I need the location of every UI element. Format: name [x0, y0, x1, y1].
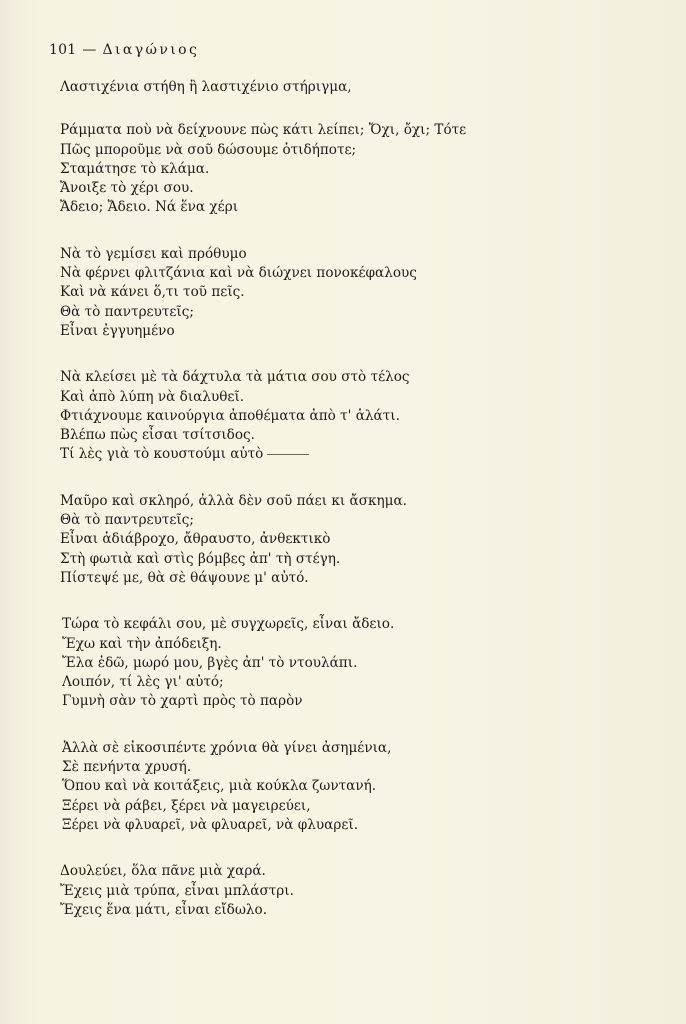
- page-header: [49, 42, 199, 58]
- poem-line: Εἶναι ἀδιάβροχο, ἄθραυστο, ἀνθεκτικὸ: [60, 531, 331, 548]
- poem-line: Καὶ ἀπὸ λύπη νὰ διαλυθεῖ.: [60, 388, 245, 405]
- em-dash-rule: [267, 454, 309, 455]
- poem-line: Πῶς μποροῦμε νὰ σοῦ δώσουμε ὁτιδήποτε;: [60, 141, 357, 158]
- poem-line: Ράμματα ποὺ νὰ δείχνουνε πὼς κάτι λείπει; Ὄχι, ὄχι; Τότε: [60, 122, 467, 139]
- poem-line: Στὴ φωτιὰ καὶ στὶς βόμβες ἀπ' τὴ στέγη.: [60, 550, 341, 567]
- poem-line: Φτιάχνουμε καινούργια ἀποθέματα ἀπὸ τ' ἁλάτι.: [60, 407, 400, 424]
- stanza: [60, 368, 660, 464]
- stanza: [60, 121, 660, 217]
- poem-line: Θὰ τὸ παντρευτεῖς;: [60, 512, 194, 529]
- poem-line: Ἔχεις ἕνα μάτι, εἶναι εἴδωλο.: [60, 901, 268, 918]
- running-title: Διαγώνιος: [102, 42, 200, 58]
- poem-line: Εἶναι ἐγγυημένο: [60, 322, 175, 339]
- poem-line: Ἔχεις μιὰ τρύπα, εἶναι μπλάστρι.: [60, 882, 294, 899]
- poem-line: Νὰ κλείσει μὲ τὰ δάχτυλα τὰ μάτια σου στὸ τέλος: [60, 369, 410, 386]
- page-number: 101: [49, 42, 77, 58]
- poem-line: Ἄνοιξε τὸ χέρι σου.: [60, 180, 194, 197]
- poem-line: Ξέρει νὰ ράβει, ξέρει νὰ μαγειρεύει,: [62, 797, 311, 814]
- poem-line: Βλέπω πὼς εἶσαι τσίτσιδος.: [60, 427, 255, 444]
- stanza: [60, 615, 660, 711]
- poem-line: Σὲ πενήντα χρυσή.: [62, 759, 192, 776]
- poem-line: Ἔλα ἐδῶ, μωρό μου, βγὲς ἀπ' τὸ ντουλάπι.: [62, 654, 358, 671]
- poem-line: Καὶ νὰ κάνει ὅ,τι τοῦ πεῖς.: [60, 284, 245, 301]
- poem-line: Ξέρει νὰ φλυαρεῖ, νὰ φλυαρεῖ, νὰ φλυαρεῖ.: [62, 816, 359, 833]
- poem-line: Νὰ φέρνει φλιτζάνια καὶ νὰ διώχνει πονοκέφαλους: [60, 265, 417, 282]
- poem-line-with-dash: [60, 445, 660, 464]
- poem-line: Γυμνὴ σὰν τὸ χαρτὶ πρὸς τὸ παρὸν: [62, 693, 303, 710]
- poem-line: Λαστιχένια στήθη ἢ λαστιχένιο στήριγμα,: [60, 79, 352, 95]
- poem-line: Σταμάτησε τὸ κλάμα.: [60, 160, 210, 177]
- poem-line: Μαῦρο καὶ σκληρό, ἀλλὰ δὲν σοῦ πάει κι ἄσκημα.: [60, 492, 407, 509]
- stanza: [60, 492, 660, 588]
- poem-body: [60, 78, 660, 947]
- poem-line: Νὰ τὸ γεμίσει καὶ πρόθυμο: [60, 245, 247, 262]
- poem-line: Ἄδειο; Ἄδειο. Νά ἕνα χέρι: [60, 199, 239, 216]
- header-separator: —: [82, 42, 97, 58]
- poem-line: Πίστεψέ με, θὰ σὲ θάψουνε μ' αὐτό.: [60, 569, 309, 586]
- poem-line: Δουλεύει, ὅλα πᾶνε μιὰ χαρά.: [60, 863, 266, 880]
- poem-line: Ὅπου καὶ νὰ κοιτάξεις, μιὰ κούκλα ζωντανή.: [62, 778, 377, 795]
- poem-line: Ἔχω καὶ τὴν ἀπόδειξη.: [62, 635, 222, 652]
- poem-line: Θὰ τὸ παντρευτεῖς;: [60, 303, 194, 320]
- stanza: [60, 78, 660, 97]
- poem-line: Λοιπόν, τί λὲς γι' αὐτό;: [62, 674, 224, 691]
- stanza: [60, 862, 660, 920]
- poem-line: Τώρα τὸ κεφάλι σου, μὲ συγχωρεῖς, εἶναι ἄδειο.: [62, 616, 395, 633]
- poem-line: Ἀλλὰ σὲ εἰκοσιπέντε χρόνια θὰ γίνει ἀσημένια,: [62, 739, 392, 756]
- stanza: [60, 245, 660, 341]
- poem-line-text: Τί λὲς γιὰ τὸ κουστούμι αὐτὸ: [60, 446, 264, 463]
- stanza: [60, 739, 660, 835]
